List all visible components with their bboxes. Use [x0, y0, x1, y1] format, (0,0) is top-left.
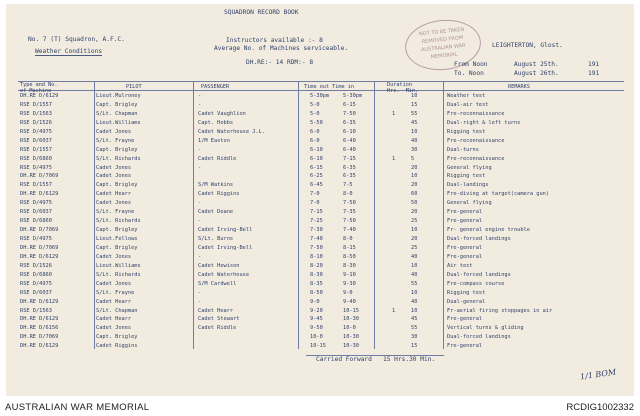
cell-min: 10 [411, 173, 418, 180]
cell-passenger: Cadet Waterhouse J.L. [198, 128, 265, 135]
cell-in: 6-40 [343, 137, 356, 144]
cell-type: RSE D/4975 [20, 128, 52, 135]
cell-hrs [392, 101, 395, 110]
stamp-line: AUSTRALIAN WAR [420, 42, 466, 54]
cell-min: 25 [411, 218, 418, 225]
cell-hrs: 1 [392, 155, 396, 162]
cell-out: 10-15 [310, 343, 326, 350]
cell-out: 9-50 [310, 325, 323, 332]
cell-pilot: Capt. Brigley [96, 146, 138, 153]
cell-out: 6-15 [310, 164, 323, 171]
cell-hrs [392, 146, 395, 155]
cell-pilot: S/Lt. Frayne [96, 209, 135, 216]
cell-pilot: S/Lt. Richards [96, 218, 141, 225]
cell-type: DH.RE D/7069 [20, 244, 59, 251]
cell-in: 10-30 [343, 334, 359, 341]
weather-conditions: Weather Conditions [35, 48, 103, 55]
cell-remarks: Fre-general [447, 209, 483, 216]
cell-out: 5-0 [310, 110, 320, 117]
cell-hrs [392, 280, 395, 289]
cell-pilot: Cadet Jones [96, 325, 132, 332]
cell-hrs [392, 244, 395, 253]
cell-passenger: S/M Cardwell [198, 280, 237, 287]
cell-out: 9-20 [310, 307, 323, 314]
cell-passenger: - [198, 253, 202, 260]
cell-hrs [392, 164, 395, 173]
cell-passenger: - [198, 146, 202, 153]
cell-min: 40 [411, 271, 418, 278]
cell-min: 40 [411, 253, 418, 260]
cell-in: 8-30 [343, 262, 356, 269]
passenger-column [198, 92, 265, 351]
cell-hrs [392, 333, 395, 342]
cell-remarks: Dual-turns [447, 146, 479, 153]
duration-hrs-column [392, 92, 395, 351]
cell-in: 7-50 [343, 110, 356, 117]
cell-passenger: - [198, 101, 202, 108]
col-header-remarks: REMARKS [508, 84, 530, 90]
cell-min: 20 [411, 164, 418, 171]
cell-type: DH.RE D/6129 [20, 93, 59, 99]
cell-min: 55 [411, 280, 418, 287]
cell-passenger: Cadet Waterhouse [198, 271, 250, 278]
cell-in: 7-5 [343, 182, 353, 189]
cell-type: RSE D/6860 [20, 271, 52, 278]
from-year: 191 [588, 61, 600, 68]
carried-forward-total: 15 Hrs.30 Min. [383, 356, 436, 363]
cell-in: 6-40 [343, 146, 356, 153]
cell-passenger: Cadet Riddle [198, 155, 237, 162]
cell-min: 5 [411, 155, 415, 162]
cell-min: 55 [411, 110, 418, 117]
cell-min: 10 [411, 307, 418, 314]
cell-remarks: Rigging test [447, 289, 486, 296]
column-divider [374, 81, 375, 349]
cell-type: DH.RE D/6129 [20, 343, 59, 350]
cell-hrs [392, 137, 395, 146]
cell-passenger: - [198, 164, 202, 171]
cell-remarks: Dual-forced landings [447, 236, 511, 242]
cell-in: 7-15 [343, 155, 356, 162]
cell-out: 9-45 [310, 316, 323, 323]
cell-min: 45 [411, 119, 418, 126]
cell-out: 7-25 [310, 218, 323, 225]
col-header-duration: Duration Hrs. Min. [387, 82, 419, 94]
cell-hrs [392, 128, 395, 137]
cell-out: 8-50 [310, 289, 323, 296]
cell-remarks: Fre-general [447, 316, 483, 323]
cell-min: 20 [411, 182, 418, 189]
cell-in: 10-0 [343, 325, 356, 332]
to-label: To. Noon [454, 70, 484, 77]
cell-remarks: Fre-general [447, 218, 483, 225]
time-in-column [343, 92, 362, 351]
cell-out: 5-30pm [310, 93, 330, 99]
cell-out: 6-10 [310, 155, 323, 162]
column-divider [443, 81, 444, 349]
cell-in: 9-0 [343, 289, 353, 296]
cell-in: 8-0 [343, 191, 353, 198]
cell-type: RSE D/4975 [20, 200, 52, 207]
cell-min: 40 [411, 137, 418, 144]
cell-hrs [392, 208, 395, 217]
stamp-line: MEMORIAL [430, 51, 458, 61]
cell-pilot: Lieut.Williams [96, 262, 141, 269]
cell-passenger: S/Lt. Burns [198, 236, 234, 242]
cell-min: 45 [411, 316, 418, 323]
cell-min: 10 [411, 289, 418, 296]
column-divider [298, 81, 299, 349]
cell-out: 6-0 [310, 128, 320, 135]
cell-pilot: S/Lt. Richards [96, 271, 141, 278]
cell-in: 8-15 [343, 244, 356, 251]
cell-in: 6-10 [343, 128, 356, 135]
cell-out: 10-0 [310, 334, 323, 341]
cell-pilot: Lieut.Fellows [96, 236, 138, 242]
cell-passenger: Cadet Hearr [198, 307, 234, 314]
cell-in: 7-50 [343, 218, 356, 225]
cell-hrs [392, 172, 395, 181]
cell-passenger: - [198, 289, 202, 296]
cell-min: 10 [411, 128, 418, 135]
cell-min: 10 [411, 93, 418, 99]
cell-out: 6-0 [310, 137, 320, 144]
cell-in: 9-40 [343, 298, 356, 305]
cell-type: DH.RE D/7069 [20, 173, 59, 180]
cell-pilot: Cadet Jones [96, 253, 132, 260]
stamp-line: REMOVED FROM [421, 34, 464, 46]
cell-out: 7-15 [310, 209, 323, 216]
carried-forward-label: Carried Forward [316, 356, 372, 363]
cell-pilot: Cadet Hearr [96, 316, 132, 323]
cell-pilot: S/Lt. Frayne [96, 137, 135, 144]
cell-hrs [392, 253, 395, 262]
cell-hrs [392, 190, 395, 199]
squadron-name: No. 7 (T) Squadron, A.F.C. [28, 36, 125, 43]
cell-remarks: Weather test [447, 93, 486, 99]
table-top-rule [18, 81, 624, 82]
cell-hrs [392, 298, 395, 307]
cell-type: DH.RE D/6129 [20, 253, 59, 260]
cell-remarks: Dual-right & left turns [447, 119, 521, 126]
cell-passenger: - [198, 298, 202, 305]
cell-hrs [392, 315, 395, 324]
machine-counts: DH.RE:- 14 RDM:- 8 [246, 59, 314, 66]
cell-passenger: Capt. Hobbs [198, 119, 234, 126]
cell-remarks: Dual-forced landings [447, 334, 511, 341]
cell-in: 6-35 [343, 119, 356, 126]
remarks-column [447, 92, 552, 351]
cell-out: 5-0 [310, 101, 320, 108]
cell-out: 7-0 [310, 191, 320, 198]
cell-remarks: Dual-general [447, 298, 486, 305]
cell-pilot: Cadet Jones [96, 173, 132, 180]
cell-type: DH.RE D/7069 [20, 227, 59, 234]
machines-serviceable: Average No. of Machines serviceable. [214, 45, 349, 52]
to-date: August 26th. [514, 70, 559, 77]
cell-passenger: Cadet Vaughlion [198, 110, 246, 117]
cell-passenger: Cadet Riddle [198, 325, 237, 332]
cell-remarks: Fre-reconnaissance [447, 110, 505, 117]
cell-min: 15 [411, 101, 418, 108]
cell-out: 7-30 [310, 227, 323, 234]
cell-min: 20 [411, 209, 418, 216]
cell-passenger: - [198, 200, 202, 207]
col-header-passenger: PASSENGER [201, 84, 230, 90]
cell-pilot: S/Lt. Chapman [96, 307, 138, 314]
cell-out: 9-0 [310, 298, 320, 305]
cell-passenger: - [198, 218, 202, 225]
cell-min: 25 [411, 244, 418, 251]
cell-pilot: Cadet Jones [96, 200, 132, 207]
cell-in: 7-35 [343, 209, 356, 216]
cell-hrs [392, 271, 395, 280]
col-header-type: Type and No. of Machine [20, 82, 58, 94]
cell-type: DH.RE D/6129 [20, 298, 59, 305]
cell-out: 8-10 [310, 253, 323, 260]
cell-passenger [198, 172, 265, 181]
cell-type: RSE D/1526 [20, 262, 52, 269]
duration-min-column [411, 92, 417, 351]
cell-remarks: Dual-landings [447, 182, 489, 189]
cell-remarks: Dual-air test [447, 101, 489, 108]
cell-passenger: Cadet Irving-Bell [198, 227, 253, 234]
cell-min: 40 [411, 298, 418, 305]
cell-passenger: Cadet Deane [198, 209, 234, 216]
cell-in: 7-50 [343, 200, 356, 207]
type-column [20, 92, 58, 351]
cell-type: RSE D/4975 [20, 236, 52, 242]
cell-type: DH.RE D/7069 [20, 334, 59, 341]
pilot-column [96, 92, 141, 351]
cell-out: 6-45 [310, 182, 323, 189]
cell-type: RSE D/1526 [20, 119, 52, 126]
cell-remarks: Fr- general engine trouble [447, 227, 530, 234]
cell-type: DH.RE D/6129 [20, 316, 59, 323]
cell-type: RSE D/6860 [20, 155, 52, 162]
cell-hrs [392, 199, 395, 208]
cell-hrs: 1 [392, 307, 396, 314]
cell-type: RSE D/1563 [20, 307, 52, 314]
to-year: 191 [588, 70, 600, 77]
cell-in: 6-35 [343, 164, 356, 171]
cell-out: 8-20 [310, 262, 323, 269]
cell-out: 7-0 [310, 200, 320, 207]
cell-out: 6-10 [310, 146, 323, 153]
cell-in: 8-50 [343, 253, 356, 260]
cell-pilot: Cadet Hearr [96, 191, 132, 198]
cell-remarks: Fr-aerial firing stoppages in air [447, 307, 553, 314]
cell-min: 55 [411, 325, 418, 332]
cell-pilot: Lieut.Mulroney [96, 93, 141, 99]
cell-passenger: 1/M Easton [198, 137, 230, 144]
cell-type: RSE D/4975 [20, 164, 52, 171]
from-date: August 25th. [514, 61, 559, 68]
cell-remarks: General flying [447, 164, 492, 171]
cell-passenger: Cadet Stewart [198, 316, 240, 323]
cell-hrs [392, 324, 395, 333]
from-label: From Noon [454, 61, 488, 68]
instructors-available: Instructors available :- 8 [226, 37, 323, 44]
cell-remarks: Fre-general [447, 343, 483, 350]
cell-remarks: Vertical turns & gliding [447, 325, 524, 332]
cell-min: 20 [411, 236, 418, 242]
cell-type: DH.RE D/6129 [20, 191, 59, 198]
cell-out: 7-40 [310, 236, 323, 242]
column-divider [193, 81, 194, 349]
cell-passenger: - [198, 93, 202, 99]
cell-pilot: Capt. Brigley [96, 334, 138, 341]
cell-passenger: Cadet Riggins [198, 191, 240, 198]
cell-hrs [392, 181, 395, 190]
cell-hrs [392, 217, 395, 226]
cell-pilot: Cadet Hearr [96, 298, 132, 305]
cell-hrs [392, 92, 395, 101]
cell-min: 30 [411, 146, 418, 153]
cell-pilot: Capt. Brigley [96, 227, 138, 234]
cell-remarks: Dual-forced landings [447, 271, 511, 278]
footer-source: AUSTRALIAN WAR MEMORIAL [5, 402, 150, 413]
cell-type: RSE D/1557 [20, 101, 52, 108]
cell-type: RSE D/1557 [20, 182, 52, 189]
cell-passenger [198, 342, 265, 351]
cell-type: RSE D/1563 [20, 110, 52, 117]
cell-in: 6-35 [343, 173, 356, 180]
cell-type: DH.RE D/6156 [20, 325, 59, 332]
column-divider [94, 81, 95, 349]
cell-in: 9-30 [343, 280, 356, 287]
cell-pilot: S/Lt. Chapman [96, 110, 138, 117]
cell-in: 10-30 [343, 343, 359, 350]
cell-remarks: Rigging test [447, 128, 486, 135]
cell-in: 9-10 [343, 271, 356, 278]
cell-pilot: Capt. Brigley [96, 182, 138, 189]
cell-in: 8-0 [343, 236, 353, 242]
cell-out: 5-50 [310, 119, 323, 126]
cell-min: 30 [411, 334, 418, 341]
cell-pilot: Cadet Riggins [96, 343, 138, 350]
cell-type: RSE D/6860 [20, 218, 52, 225]
cell-min: 50 [411, 200, 418, 207]
signature: 1/1 BOM [579, 367, 617, 382]
cell-type: RSE D/6037 [20, 137, 52, 144]
cell-passenger: Cadet Irving-Bell [198, 244, 253, 251]
cell-type: RSE D/6037 [20, 289, 52, 296]
cell-hrs [392, 235, 395, 244]
cell-out: 8-30 [310, 271, 323, 278]
cell-in: 10-30 [343, 316, 359, 323]
time-out-column [310, 92, 329, 351]
cell-pilot: S/Lt. Frayne [96, 289, 135, 296]
cell-remarks: General flying [447, 200, 492, 207]
cell-remarks: Fre-general [447, 244, 483, 251]
cell-hrs [392, 289, 395, 298]
cell-hrs [392, 262, 395, 271]
cell-out: 8-35 [310, 280, 323, 287]
stamp-line: NOT TO BE TAKEN [418, 26, 465, 38]
cell-in: 7-40 [343, 227, 356, 234]
cell-passenger: Cadet Hewison [198, 262, 240, 269]
cell-passenger: S/M Watkins [198, 182, 234, 189]
cell-remarks: Rigging test [447, 173, 486, 180]
record-book-page [6, 4, 634, 396]
cell-remarks: Fre-general [447, 253, 483, 260]
cell-remarks: Fre-compass course [447, 280, 505, 287]
footer-id: RCDIG1002332 [566, 402, 634, 413]
cell-min: 10 [411, 262, 418, 269]
cell-in: 5-30pm [343, 93, 363, 99]
cell-pilot: Capt. Brigley [96, 101, 138, 108]
col-header-pilot: PILOT [126, 84, 142, 90]
location: LEIGHTERTON, Glost. [492, 42, 563, 49]
cell-remarks: Fre-reconnaissance [447, 155, 505, 162]
cell-type: RSE D/6037 [20, 209, 52, 216]
cell-hrs [392, 226, 395, 235]
col-header-time: Time out Time in [304, 84, 354, 90]
cell-remarks: Air test [447, 262, 473, 269]
cell-pilot: S/Lt. Richards [96, 155, 141, 162]
cell-remarks: Fre-reconnaissance [447, 137, 505, 144]
cell-type: RSE D/1557 [20, 146, 52, 153]
cell-min: 15 [411, 343, 418, 350]
cell-remarks: Fre-diving at target(camera gun) [447, 191, 550, 198]
cell-pilot: Cadet Jones [96, 280, 132, 287]
cell-pilot: Cadet Jones [96, 128, 132, 135]
book-title: SQUADRON RECORD BOOK [224, 9, 299, 16]
cell-min: 60 [411, 191, 418, 198]
cell-out: 7-50 [310, 244, 323, 251]
cell-pilot: Capt. Brigley [96, 244, 138, 251]
footer-bar [0, 398, 640, 416]
cell-hrs: 1 [392, 110, 396, 117]
cell-in: 10-15 [343, 307, 359, 314]
cell-in: 6-15 [343, 101, 356, 108]
cell-pilot: Lieut.Williams [96, 119, 141, 126]
cell-pilot: Cadet Jones [96, 164, 132, 171]
cell-out: 6-25 [310, 173, 323, 180]
cell-min: 10 [411, 227, 418, 234]
cell-hrs [392, 119, 395, 128]
cell-type: RSE D/4975 [20, 280, 52, 287]
cell-passenger [198, 333, 265, 342]
table-header-rule [18, 90, 624, 91]
cell-hrs [392, 342, 395, 351]
